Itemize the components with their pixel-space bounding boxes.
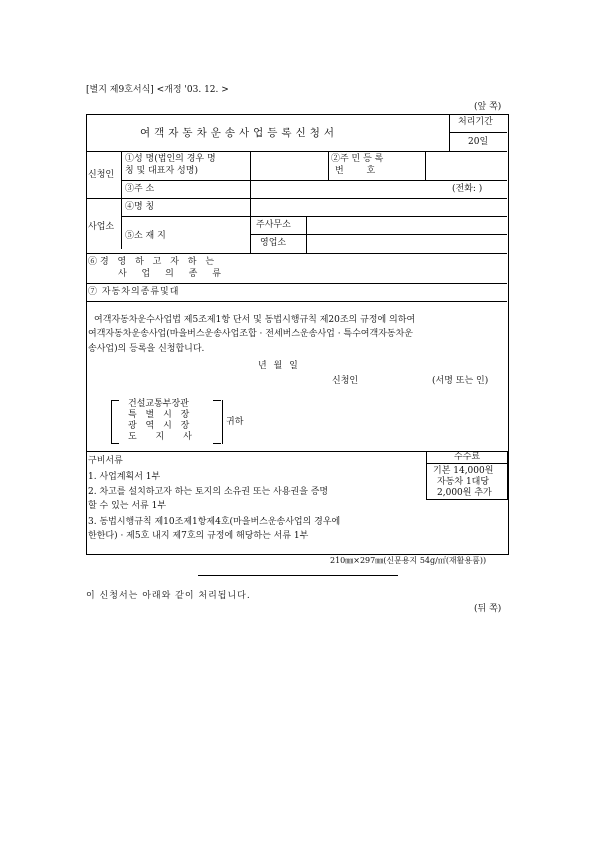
name-label: ①성 명(법인의 경우 명 xyxy=(125,154,216,164)
recipient-suffix: 귀하 xyxy=(226,417,244,427)
front-side-label: (앞 쪽) xyxy=(474,102,502,112)
address-label: ③주 소 xyxy=(125,184,155,194)
business-type-label: ⑥경 영 하 고 자 하 는 xyxy=(88,257,218,267)
main-office-label: 주사무소 xyxy=(256,220,291,230)
processing-period-value: 20일 xyxy=(468,137,489,147)
recipient-metro-city: 광 역 시 장 xyxy=(128,421,193,431)
document-item-3: 3. 동법시행규칙 제10조제1항제4호(마을버스운송사업의 경우에 xyxy=(88,517,341,527)
back-side-label: (뒤 쪽) xyxy=(474,604,502,614)
recipient-minister: 건설교통부장관 xyxy=(128,399,189,409)
statement-line-2: 여객자동차운송사업(마을버스운송사업조합 · 전세버스운송사업 · 특수여객자동차운 xyxy=(88,329,413,339)
branch-office-label: 영업소 xyxy=(260,238,287,248)
resident-number-label-2: 번 호 xyxy=(335,166,386,176)
form-title: 여객자동차운송사업등록신청서 xyxy=(140,127,339,139)
applicant-signature-label: 신청인 xyxy=(332,376,359,386)
recipient-special-city: 특 별 시 장 xyxy=(128,410,193,420)
date-line: 년 월 일 xyxy=(258,361,300,371)
statement-line-1: 여객자동차운수사업법 제5조제1항 단서 및 동법시행규칙 제20조의 규정에 의하여 xyxy=(94,315,416,325)
document-item-2: 2. 차고를 설치하고자 하는 토지의 소유권 또는 사용권을 증명 xyxy=(88,487,329,497)
fee-per-vehicle: 자동차 1대당 xyxy=(437,477,490,487)
vehicle-type-label: ⑦ 자동차의종류및대 xyxy=(88,287,180,297)
process-note: 이 신청서는 아래와 같이 처리됩니다. xyxy=(86,591,251,601)
fee-additional: 2,000원 추가 xyxy=(437,488,492,498)
fee-basic: 기본 14,000원 xyxy=(433,466,494,476)
fee-title: 수수료 xyxy=(454,452,481,462)
business-name-label: ④명 칭 xyxy=(125,202,155,212)
recipient-province: 도 지 사 xyxy=(128,432,200,442)
statement-line-3: 송사업)의 등록을 신청합니다. xyxy=(88,344,205,354)
resident-number-label: ②주 민 등 록 xyxy=(331,154,384,164)
document-item-2-cont: 할 수 있는 서류 1부 xyxy=(88,501,167,511)
documents-title: 구비서류 xyxy=(88,456,123,466)
signature-note: (서명 또는 인) xyxy=(432,376,489,386)
business-type-label-2: 사 업 의 종 류 xyxy=(118,269,227,279)
paper-spec: 210㎜×297㎜(신문용지 54g/㎡(재활용품)) xyxy=(330,556,487,565)
document-item-3-cont: 한한다) · 제5호 내지 제7호의 규정에 해당하는 서류 1부 xyxy=(88,531,309,541)
processing-period-label: 처리기간 xyxy=(458,117,493,127)
document-item-1: 1. 사업계획서 1부 xyxy=(88,472,161,482)
business-section-label: 사업소 xyxy=(88,222,115,232)
applicant-section-label: 신청인 xyxy=(88,170,115,180)
location-label: ⑤소 재 지 xyxy=(125,231,166,241)
form-number: [별지 제9호서식] <개정 '03. 12. > xyxy=(86,85,229,95)
phone-label: (전화: ) xyxy=(452,184,483,194)
name-label-2: 칭 및 대표자 성명) xyxy=(125,166,198,176)
